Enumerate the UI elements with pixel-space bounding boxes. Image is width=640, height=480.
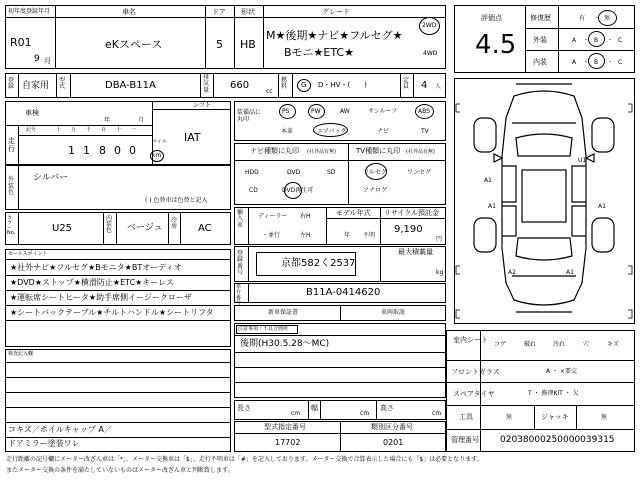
- exterior-dot2: ・: [607, 37, 614, 44]
- use-type: 自家用: [22, 81, 50, 91]
- mileage-digit-4: 0: [129, 144, 136, 157]
- interior-dot1: ・: [583, 59, 590, 66]
- max-load-kg: kg: [436, 269, 444, 276]
- model-label: 型式: [59, 77, 66, 90]
- equip-tv: TV: [421, 128, 429, 135]
- type-number-label: 型式指定番号: [264, 423, 306, 431]
- mileage-digit-3: 0: [114, 144, 121, 157]
- shape-value: HB: [240, 38, 256, 51]
- fuel-label: 燃料: [281, 77, 288, 90]
- mileage-unit-2: 千: [86, 127, 92, 133]
- front-glass-label: フロントガラス: [451, 368, 500, 376]
- remarks-label: 注意事項・不具合箇所: [238, 326, 289, 332]
- inspection-label: 車検: [25, 109, 39, 117]
- sheet-scratch: キズ: [607, 341, 619, 348]
- color-code-label: カラーNo.: [7, 215, 16, 236]
- chassis-value: B11A-0414620: [306, 287, 381, 298]
- import-left: 左H: [300, 232, 311, 239]
- mileage-digit-1: 1: [83, 144, 90, 157]
- recycle-yen: 円: [436, 236, 443, 243]
- management-value: 02038000250000039315: [500, 435, 615, 445]
- width-cm: cm: [360, 410, 370, 417]
- navi-type-title: ナビ種類に丸印: [250, 147, 299, 155]
- spare-tire-value: T ・ 修理KIT ・ 欠: [528, 390, 579, 397]
- first-reg-era: R01: [10, 36, 32, 49]
- repair-dot: ・: [594, 15, 601, 22]
- sheet-dirt: 汚れ: [553, 341, 566, 348]
- grade-line1: M★後期★ナビ★フルセグ★: [266, 29, 403, 42]
- import-dealer: ディーラー: [258, 213, 288, 220]
- exterior-color-label: 外装色: [8, 176, 15, 197]
- mileage-unit-1: 万: [71, 127, 77, 133]
- person-unit: 人: [435, 83, 442, 90]
- shift-label: シフト: [193, 102, 212, 109]
- car-name: eKスペース: [105, 38, 163, 51]
- diagram-mark-a1-rear: A1: [566, 269, 574, 276]
- sales-point-line-4: ★シートバックテーブル★チルトハンドル★シートリフタ: [10, 308, 214, 317]
- equip-abs: ABS: [418, 108, 430, 115]
- sales-point-line-1: ★社外ナビ★フルセグ★Bモニタ★BTオーディオ: [10, 263, 182, 272]
- mileage-label: 走行: [8, 137, 15, 153]
- reg-label: 登録: [8, 77, 15, 90]
- color-change-note: ( ) 色替車は色替と記入: [145, 197, 208, 204]
- exterior-dot1: ・: [583, 37, 590, 44]
- shift-value: IAT: [184, 131, 201, 144]
- import-right: 右H: [300, 213, 311, 220]
- interior-color-label: 内装色: [106, 215, 113, 234]
- km-label: km: [152, 152, 162, 159]
- navi-dvd-play: DVD再生可: [282, 187, 314, 194]
- spare-tire-label: スペアタイヤ: [453, 390, 495, 398]
- width-label: 幅: [311, 404, 318, 412]
- sales-points-label: セールスポイント: [8, 251, 48, 257]
- month-unit: 月: [44, 57, 51, 65]
- jack-label: ジャッキ: [541, 413, 569, 421]
- mileage-mem-label: 記号: [26, 127, 37, 133]
- interior-dot2: ・: [607, 59, 614, 66]
- interior-c: C: [618, 59, 623, 66]
- equip-airbag: エアバック: [317, 128, 347, 135]
- fuel-g: G: [301, 81, 307, 89]
- tv-oneseg: ワンセグ: [407, 169, 432, 176]
- ac-label: 冷房: [171, 217, 178, 230]
- doors-value: 5: [216, 38, 223, 51]
- diagram-mark-u1: U1: [578, 157, 587, 164]
- diagram-mark-a2: A2: [508, 269, 516, 276]
- class-number-value: 0201: [383, 438, 404, 447]
- recycle-label: リサイクル預託金: [384, 209, 440, 217]
- grade-line2: Bモニ★ETC★: [284, 46, 354, 59]
- repair-no: 無: [604, 15, 611, 22]
- first-reg-label: 初年度登録年月: [8, 8, 51, 15]
- disp-label: 排気量: [203, 74, 210, 94]
- equip-ps: PS: [282, 108, 290, 115]
- interior-b: B: [594, 59, 599, 66]
- equip-pw: PW: [311, 108, 321, 115]
- navi-hdd: HDD: [245, 169, 259, 176]
- tv-type-title: TV種類に丸印: [356, 147, 401, 155]
- ac-value: AC: [198, 223, 212, 234]
- exterior-c: C: [618, 37, 623, 44]
- car-name-label: 車名: [122, 8, 136, 16]
- capacity-value: 4: [421, 80, 428, 91]
- interior-sheet-label: 室内シート: [453, 336, 488, 344]
- height-label: 高さ: [380, 404, 394, 412]
- new-car-warranty-label: 新車保証書: [268, 309, 299, 316]
- exterior-label: 外装: [533, 36, 547, 44]
- score-label: 評価点: [481, 14, 502, 22]
- drive-4wd: 4WD: [423, 50, 438, 57]
- equip-navi: ナビ: [377, 128, 390, 135]
- length-cm: cm: [291, 410, 301, 417]
- remarks-value: 後期(H30.5.28〜MC): [240, 339, 330, 349]
- tools-label: 工具: [459, 413, 473, 421]
- max-load-label: 最大積載量: [398, 248, 433, 256]
- manual-label: 車両取説: [381, 309, 406, 316]
- repair-yes: 有: [579, 15, 586, 22]
- capacity-label: 定員: [403, 77, 410, 90]
- mileage-digit-2: 8: [99, 144, 106, 157]
- model-year-label: モデル年式: [336, 209, 371, 217]
- score-value: 4.5: [475, 30, 517, 60]
- color-code-value: U25: [52, 223, 73, 234]
- diagram-mark-a1-right: A1: [598, 203, 606, 210]
- equip-aw: AW: [340, 108, 350, 115]
- front-glass-value: A ・ ×要交: [546, 368, 577, 375]
- height-cm: cm: [432, 410, 442, 417]
- equip-sunroof: サンルーフ: [368, 108, 398, 115]
- import-parallel: ・並行: [262, 232, 281, 239]
- inspector-label: 検査記入欄: [8, 351, 34, 357]
- model-year-unit: 年: [344, 232, 351, 239]
- cc-unit: cc: [266, 88, 273, 95]
- length-label: 長さ: [237, 404, 251, 412]
- diagram-mark-a1-left: A1: [484, 177, 492, 184]
- mileage-unit-4: 十: [116, 127, 122, 133]
- fuel-others: D・HV・( ): [318, 81, 367, 89]
- navi-cd: CD: [249, 187, 258, 194]
- plate-label: 登録番号: [237, 250, 244, 276]
- mileage-digit-0: 1: [68, 144, 75, 157]
- sales-point-line-2: ★DVD★ストップ★横滑防止★ETC★キーレス: [10, 278, 174, 287]
- mile-label: マイル: [152, 139, 167, 145]
- exterior-b: B: [594, 37, 599, 44]
- interior-a: A: [572, 59, 577, 66]
- navi-sd: SD: [327, 169, 336, 176]
- mileage-unit-3: 百: [101, 127, 107, 133]
- mileage-unit-5: 一: [131, 127, 137, 133]
- footnote-line-1: 走行距離の記号欄にメーター改ざん車は「*」、メーター交換車は「$」、走行不明車は「#」を記入しております。メーター交換で合算表示した場合にも「$」は必要となります。: [6, 456, 483, 463]
- sheet-burn: コゲ: [494, 341, 507, 348]
- diagram-mark-a1-left2: A1: [488, 203, 496, 210]
- recycle-value: 9,190: [394, 224, 423, 235]
- import-label: 輸入車: [237, 209, 244, 229]
- model-year-unknown: 不明: [363, 232, 376, 239]
- displacement-value: 660: [230, 80, 250, 91]
- tv-type-sub: (社外品有無): [406, 149, 435, 155]
- tools-value: 無: [506, 414, 513, 421]
- repair-label: 修復歴: [530, 14, 551, 22]
- inspection-year: 年: [104, 117, 111, 124]
- sales-point-line-3: ★運転席シートヒータ★助手席側イージークローザ: [10, 293, 192, 302]
- jack-value: 無: [601, 414, 608, 421]
- sheet-tear: 破れ: [524, 341, 537, 348]
- exterior-a: A: [572, 37, 577, 44]
- interior-color-value: ベージュ: [127, 223, 163, 233]
- exterior-color-value: シルバー: [33, 173, 69, 183]
- interior-label: 内装: [533, 58, 547, 66]
- drive-2wd: 2WD: [422, 22, 437, 29]
- class-number-label: 類別区分番号: [371, 423, 413, 431]
- inspection-month: 月: [138, 117, 145, 124]
- shape-label: 形状: [241, 8, 255, 16]
- first-reg-month: 9: [34, 54, 40, 64]
- equip-leather: 本革: [281, 128, 294, 135]
- inspector-note-2: ドアミラー塗装ワレ: [8, 439, 80, 448]
- footnote-line-2: またメーター交換の条件を満たしていないものはメーター改ざん車と判断致します。: [6, 467, 234, 474]
- doors-label: ドア: [212, 8, 226, 16]
- car-outline-diagram: [454, 78, 635, 324]
- navi-dvd: DVD: [287, 169, 301, 176]
- model-value: DBA-B11A: [105, 80, 156, 91]
- sheet-hole: 穴: [583, 341, 590, 348]
- equipment-label: 装備品に丸印: [237, 109, 262, 124]
- type-number-value: 17702: [275, 438, 301, 447]
- chassis-label: 車台番号: [236, 284, 242, 306]
- inspector-note-1: コキズ／ホイルキャップ A／: [8, 425, 112, 434]
- tv-fullseg: フルセグ: [363, 169, 387, 176]
- grade-label: グレード: [322, 8, 350, 16]
- management-label: 管理番号: [451, 436, 479, 444]
- navi-type-sub: (社外品有無): [307, 149, 336, 155]
- tv-analog: アナログ: [363, 187, 388, 194]
- mileage-unit-0: 十: [56, 127, 62, 133]
- plate-value: 京都582く2537: [281, 258, 356, 269]
